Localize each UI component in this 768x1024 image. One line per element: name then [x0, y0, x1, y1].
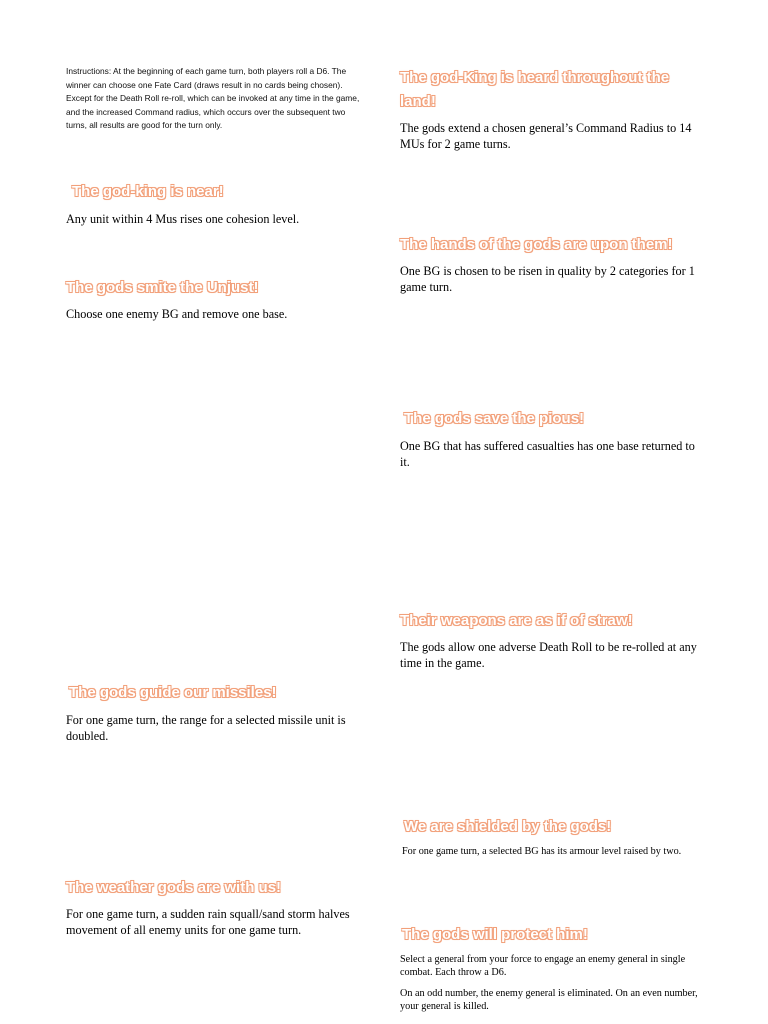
card-title: The gods save the pious! [404, 410, 585, 427]
card-weather-gods [66, 876, 376, 938]
card-body: Choose one enemy BG and remove one base. [66, 307, 288, 321]
card-title: Their weapons are as if of straw! [400, 612, 633, 629]
card-title: The god-King is heard throughout the land! [400, 69, 670, 110]
card-protect-him [402, 923, 702, 947]
card-body: One BG is chosen to be risen in quality by 2 categories for 1 game turn. [400, 264, 695, 294]
card-hands-of-gods [400, 233, 710, 295]
card-body-protect-him [400, 954, 700, 1013]
card-guide-missiles [69, 681, 369, 705]
card-body-paragraph: Select a general from your force to engage an enemy general in single combat. Each throw a D6. [400, 954, 686, 978]
card-body-shielded: For one game turn, a selected BG has its armour level raised by two. [402, 846, 682, 857]
card-smite-unjust [66, 276, 366, 322]
card-title: The god-king is near! [72, 183, 224, 200]
card-title: The weather gods are with us! [66, 879, 282, 896]
card-body-guide-missiles: For one game turn, the range for a selected missile unit is doubled. [66, 713, 346, 743]
card-body: The gods extend a chosen general’s Command Radius to 14 MUs for 2 game turns. [400, 121, 692, 151]
card-body-save-pious: One BG that has suffered casualties has one base returned to it. [400, 439, 695, 469]
card-god-king-heard [400, 66, 700, 152]
card-body: For one game turn, a sudden rain squall/sand storm halves movement of all enemy units for one game turn. [66, 907, 350, 937]
card-god-king-near [72, 180, 372, 204]
card-title: The hands of the gods are upon them! [400, 236, 673, 253]
card-title: The gods guide our missiles! [69, 684, 277, 701]
instructions-text: Instructions: At the beginning of each game turn, both players roll a D6. The winner can choose one Fate Card (draws result in no cards being chosen). Except for the Death Roll re-roll, which can be invoked at any time in the game, and the increased Command radius, which occurs over the subsequent two turns, all results are good for the turn only. [66, 66, 360, 130]
card-title: The gods will protect him! [402, 926, 588, 943]
card-shielded [404, 815, 704, 839]
card-body-paragraph: On an odd number, the enemy general is eliminated. On an even number, your general is killed. [400, 988, 698, 1012]
card-body-god-king-near: Any unit within 4 Mus rises one cohesion level. [66, 212, 300, 226]
card-weapons-straw [400, 609, 700, 671]
card-save-pious [404, 407, 704, 431]
card-title: We are shielded by the gods! [404, 818, 612, 835]
card-title: The gods smite the Unjust! [66, 279, 259, 296]
card-body: The gods allow one adverse Death Roll to be re-rolled at any time in the game. [400, 640, 697, 670]
